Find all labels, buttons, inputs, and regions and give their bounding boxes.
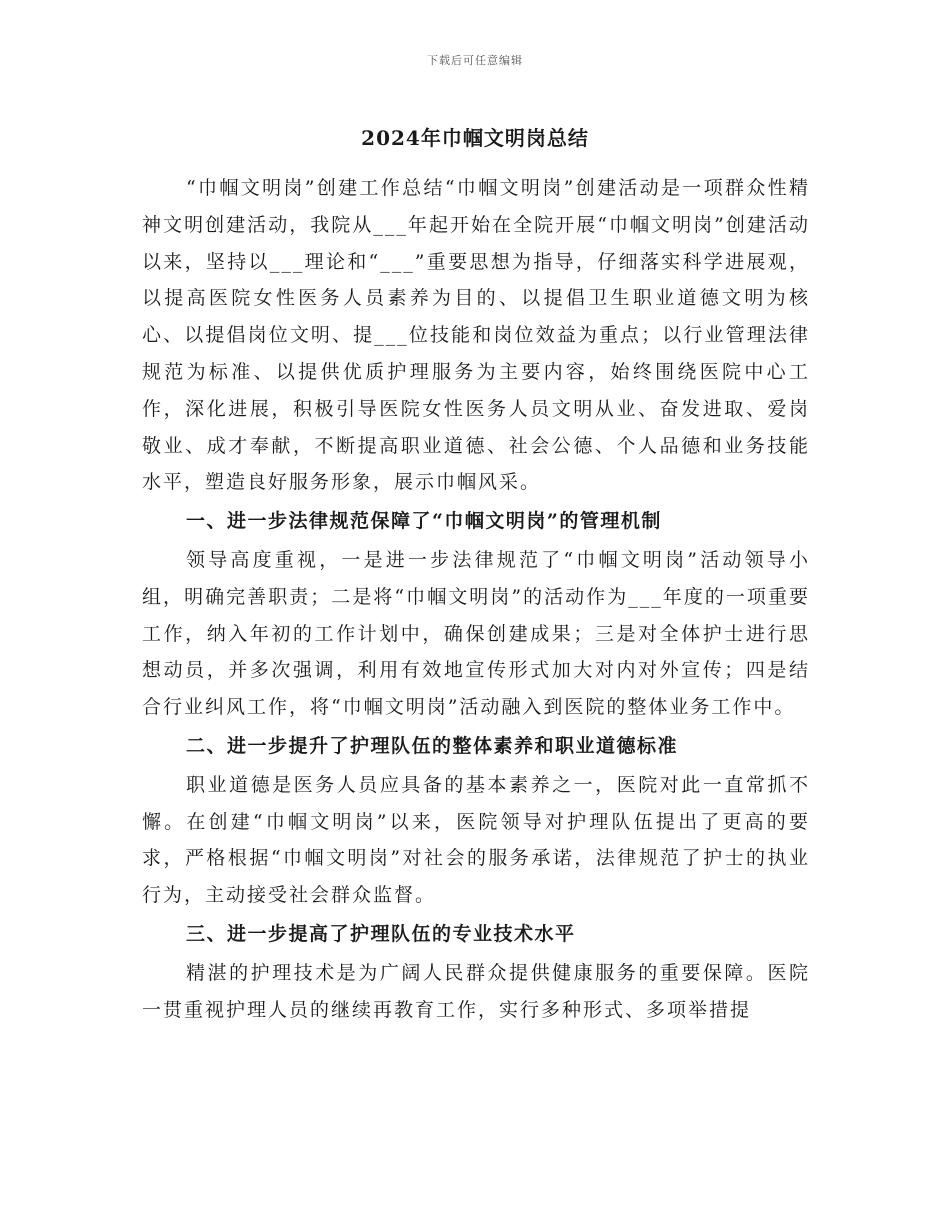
section-2-paragraph: 职业道德是医务人员应具备的基本素养之一，医院对此一直常抓不懈。在创建“巾帼文明岗”以来，医院领导对护理队伍提出了更高的要求，严格根据“巾帼文明岗”对社会的服务承诺，法律规范了护士的执业行为，主动接受社会群众监督。: [142, 773, 810, 907]
document-body: [142, 170, 810, 1028]
header-note: 下载后可任意编辑: [427, 54, 523, 67]
section-2-heading: 二、进一步提升了护理队伍的整体素养和职业道德标准: [186, 734, 679, 757]
document-title: 2024年巾帼文明岗总结: [361, 126, 589, 150]
intro-paragraph: “巾帼文明岗”创建工作总结“巾帼文明岗”创建活动是一项群众性精神文明创建活动，我院从___年起开始在全院开展“巾帼文明岗”创建活动以来，坚持以___理论和“___”重要思想为指导，仔细落实科学进展观，以提高医院女性医务人员素养为目的、以提倡卫生职业道德文明为核心、以提倡岗位文明、提___位技能和岗位效益为重点；以行业管理法律规范为标准、以提供优质护理服务为主要内容，始终围绕医院中心工作，深化进展，积极引导医院女性医务人员文明从业、奋发进取、爱岗敬业、成才奉献，不断提高职业道德、社会公德、个人品德和业务技能水平，塑造良好服务形象，展示巾帼风采。: [142, 177, 810, 494]
section-1-paragraph: 领导高度重视，一是进一步法律规范了“巾帼文明岗”活动领导小组，明确完善职责；二是将“巾帼文明岗”的活动作为___年度的一项重要工作，纳入年初的工作计划中，确保创建成果；三是对全体护士进行思想动员，并多次强调，利用有效地宣传形式加大对内对外宣传；四是结合行业纠风工作，将“巾帼文明岗”活动融入到医院的整体业务工作中。: [142, 548, 810, 719]
section-3-paragraph: 精湛的护理技术是为广阔人民群众提供健康服务的重要保障。医院一贯重视护理人员的继续再教育工作，实行多种形式、多项举措提: [142, 961, 810, 1021]
section-1-heading: 一、进一步法律规范保障了“巾帼文明岗”的管理机制: [186, 510, 662, 533]
section-3-heading: 三、进一步提高了护理队伍的专业技术水平: [186, 922, 576, 945]
